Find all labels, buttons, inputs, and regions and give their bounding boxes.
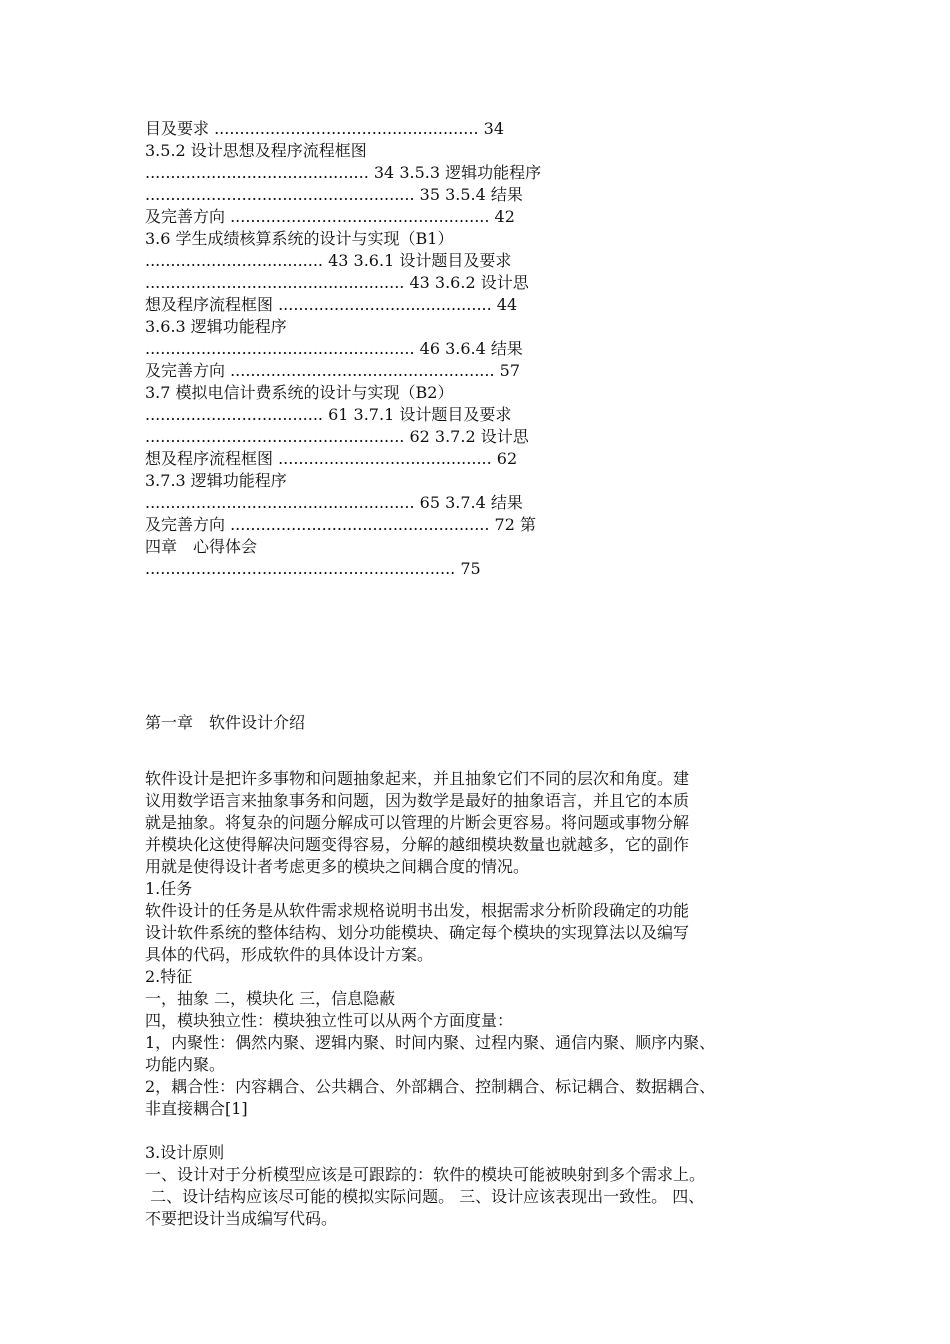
body-line: 功能内聚。 bbox=[145, 1055, 226, 1074]
body-line: 设计软件系统的整体结构、划分功能模块、确定每个模块的实现算法以及编写 bbox=[145, 923, 690, 942]
toc-line: ..................................................... 46 3.6.4 结果 bbox=[145, 339, 523, 358]
toc-line: ..................................................... 65 3.7.4 结果 bbox=[145, 493, 523, 512]
toc-line: 3.6 学生成绩核算系统的设计与实现（B1） bbox=[145, 229, 454, 248]
toc-line: ..................................................... 35 3.5.4 结果 bbox=[145, 185, 523, 204]
toc-line: 3.7 模拟电信计费系统的设计与实现（B2） bbox=[145, 383, 454, 402]
body-line: 议用数学语言来抽象事务和问题，因为数学是最好的抽象语言，并且它的本质 bbox=[145, 791, 690, 810]
section-heading: 2.特征 bbox=[145, 967, 193, 986]
body-line: 不要把设计当成编写代码。 bbox=[145, 1209, 338, 1228]
body-line: 1，内聚性：偶然内聚、逻辑内聚、时间内聚、过程内聚、通信内聚、顺序内聚、 bbox=[145, 1033, 716, 1052]
body-line: 并模块化这使得解决问题变得容易，分解的越细模块数量也就越多，它的副作 bbox=[145, 835, 690, 854]
toc-line: ................................... 61 3.7.1 设计题目及要求 bbox=[145, 405, 512, 424]
table-of-contents bbox=[145, 118, 820, 580]
chapter-body bbox=[145, 768, 820, 1230]
toc-line: 3.6.3 逻辑功能程序 bbox=[145, 317, 287, 336]
toc-line: 3.5.2 设计思想及程序流程框图 bbox=[145, 141, 367, 160]
body-line: 一、设计对于分析模型应该是可跟踪的：软件的模块可能被映射到多个需求上。 bbox=[145, 1165, 706, 1184]
body-line: 四，模块独立性：模块独立性可以从两个方面度量： bbox=[145, 1011, 514, 1030]
toc-line: 四章 心得体会 bbox=[145, 537, 258, 556]
toc-line: ................................................... 43 3.6.2 设计思 bbox=[145, 273, 529, 292]
toc-line: ............................................................. 75 bbox=[145, 559, 481, 578]
chapter-title: 第一章 软件设计介绍 bbox=[145, 713, 306, 732]
body-line: 2，耦合性：内容耦合、公共耦合、外部耦合、控制耦合、标记耦合、数据耦合、 bbox=[145, 1077, 716, 1096]
toc-line: 想及程序流程框图 .......................................... 44 bbox=[145, 295, 518, 314]
body-line: 就是抽象。将复杂的问题分解成可以管理的片断会更容易。将问题或事物分解 bbox=[145, 813, 690, 832]
toc-line: 目及要求 .................................................... 34 bbox=[145, 119, 505, 138]
document-page bbox=[145, 118, 820, 1230]
toc-line: 想及程序流程框图 .......................................... 62 bbox=[145, 449, 518, 468]
body-line: 软件设计是把许多事物和问题抽象起来，并且抽象它们不同的层次和角度。建 bbox=[145, 769, 690, 788]
body-line: 软件设计的任务是从软件需求规格说明书出发，根据需求分析阶段确定的功能 bbox=[145, 901, 690, 920]
section-heading: 3.设计原则 bbox=[145, 1143, 225, 1162]
body-line: 二、设计结构应该尽可能的模拟实际问题。 三、设计应该表现出一致性。 四、 bbox=[145, 1187, 705, 1206]
body-line: 一，抽象 二，模块化 三，信息隐蔽 bbox=[145, 989, 396, 1008]
body-line: 用就是使得设计者考虑更多的模块之间耦合度的情况。 bbox=[145, 857, 530, 876]
toc-line: 及完善方向 .................................................... 57 bbox=[145, 361, 521, 380]
toc-line: 3.7.3 逻辑功能程序 bbox=[145, 471, 287, 490]
toc-line: ................................... 43 3.6.1 设计题目及要求 bbox=[145, 251, 512, 270]
toc-line: 及完善方向 ................................................... 42 bbox=[145, 207, 515, 226]
body-line: 具体的代码，形成软件的具体设计方案。 bbox=[145, 945, 434, 964]
blank-line bbox=[145, 1120, 820, 1142]
section-heading: 1.任务 bbox=[145, 879, 193, 898]
toc-line: ............................................ 34 3.5.3 逻辑功能程序 bbox=[145, 163, 542, 182]
toc-line: 及完善方向 ................................................... 72 第 bbox=[145, 515, 537, 534]
body-line: 非直接耦合[1] bbox=[145, 1099, 248, 1118]
toc-line: ................................................... 62 3.7.2 设计思 bbox=[145, 427, 529, 446]
